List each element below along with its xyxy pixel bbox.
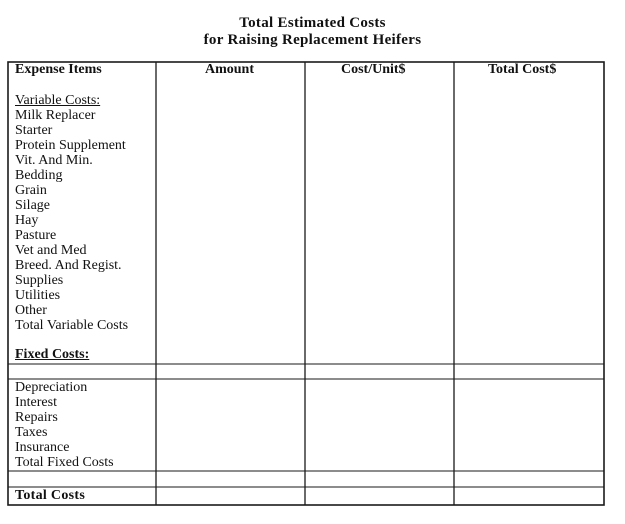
variable-costs-section	[15, 93, 128, 333]
expense-item: Vit. And Min.	[15, 153, 93, 168]
total-variable-costs: Total Variable Costs	[15, 318, 129, 333]
total-fixed-costs: Total Fixed Costs	[15, 455, 114, 470]
fixed-costs-heading: Fixed Costs:	[15, 347, 90, 362]
expense-item: Vet and Med	[15, 243, 87, 258]
total-costs-label: Total Costs	[15, 488, 86, 503]
expense-item: Pasture	[15, 228, 57, 243]
expense-item: Breed. And Regist.	[15, 258, 122, 273]
header-cost-unit: Cost/Unit$	[341, 62, 406, 77]
header-expense-items: Expense Items	[15, 62, 102, 77]
expense-item: Depreciation	[15, 380, 88, 395]
expense-item: Starter	[15, 123, 53, 138]
header-total-cost: Total Cost$	[488, 62, 557, 77]
expense-item: Silage	[15, 198, 50, 213]
title-line-1: Total Estimated Costs	[239, 15, 386, 31]
expense-item: Other	[15, 303, 47, 318]
expense-item: Repairs	[15, 410, 58, 425]
expense-item: Supplies	[15, 273, 64, 288]
expense-item: Insurance	[15, 440, 70, 455]
fixed-costs-section	[15, 380, 114, 470]
expense-item: Bedding	[15, 168, 63, 183]
expense-item: Grain	[15, 183, 47, 198]
expense-item: Protein Supplement	[15, 138, 126, 153]
expense-item: Hay	[15, 213, 39, 228]
expense-item: Taxes	[15, 425, 48, 440]
header-amount: Amount	[205, 62, 255, 77]
expense-item: Interest	[15, 395, 57, 410]
title-line-2: for Raising Replacement Heifers	[203, 32, 422, 48]
variable-costs-heading: Variable Costs:	[15, 93, 101, 108]
expense-item: Milk Replacer	[15, 108, 96, 123]
expense-item: Utilities	[15, 288, 61, 303]
